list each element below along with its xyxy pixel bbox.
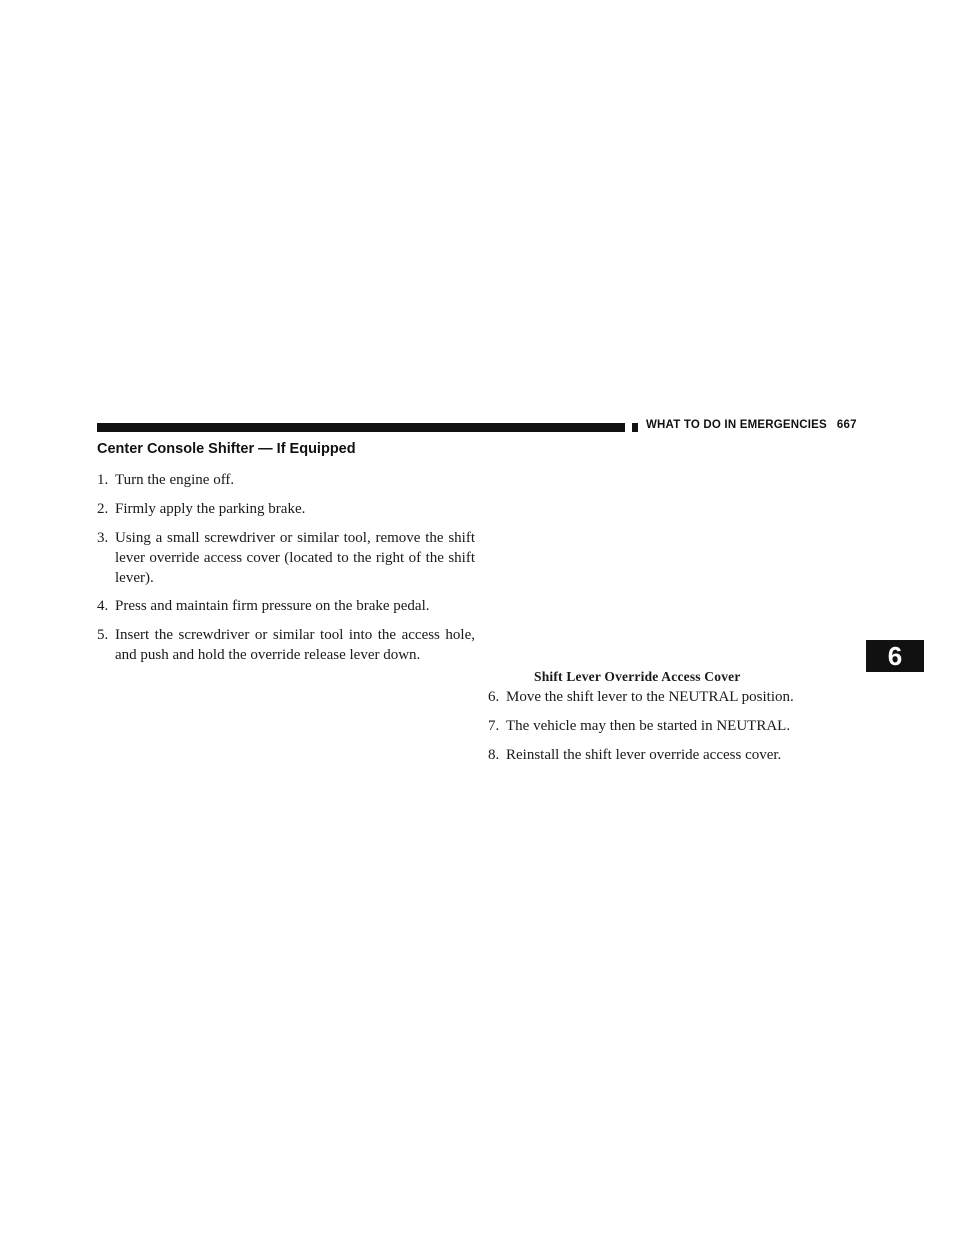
step-1 (97, 470, 475, 490)
step-number: 6. (488, 689, 500, 705)
step-text: Move the shift lever to the NEUTRAL position. (506, 689, 794, 705)
step-5 (97, 625, 475, 665)
step-8 (488, 745, 848, 765)
chapter-tab: 6 (866, 640, 924, 672)
step-text: Firmly apply the parking brake. (115, 501, 306, 517)
step-text: Turn the engine off. (115, 472, 235, 488)
header-rule (97, 423, 625, 432)
step-number: 7. (488, 718, 500, 734)
step-4 (97, 596, 475, 616)
step-number: 5. (97, 627, 109, 643)
step-3 (97, 528, 475, 588)
page-number: 667 (836, 419, 857, 431)
step-number: 1. (97, 472, 109, 488)
step-7 (488, 716, 848, 736)
step-number: 8. (488, 747, 500, 763)
step-number: 4. (97, 598, 109, 614)
step-2 (97, 499, 475, 519)
step-text: Reinstall the shift lever override access cover. (506, 747, 782, 763)
step-number: 3. (97, 530, 109, 546)
step-text: Using a small screwdriver or similar tool, remove the shift lever override access cover (located to the right of the shift lever). (115, 530, 475, 586)
header-rule-marker (632, 423, 638, 432)
step-number: 2. (97, 501, 109, 517)
header-section: WHAT TO DO IN EMERGENCIES (646, 419, 827, 431)
step-6 (488, 687, 848, 707)
section-title: Center Console Shifter — If Equipped (97, 441, 356, 457)
step-text: Insert the screwdriver or similar tool into the access hole, and push and hold the override release lever down. (115, 627, 475, 663)
figure-caption: Shift Lever Override Access Cover (534, 669, 741, 684)
running-header (646, 419, 857, 431)
step-text: Press and maintain firm pressure on the brake pedal. (115, 598, 430, 614)
step-text: The vehicle may then be started in NEUTRAL. (506, 718, 791, 734)
